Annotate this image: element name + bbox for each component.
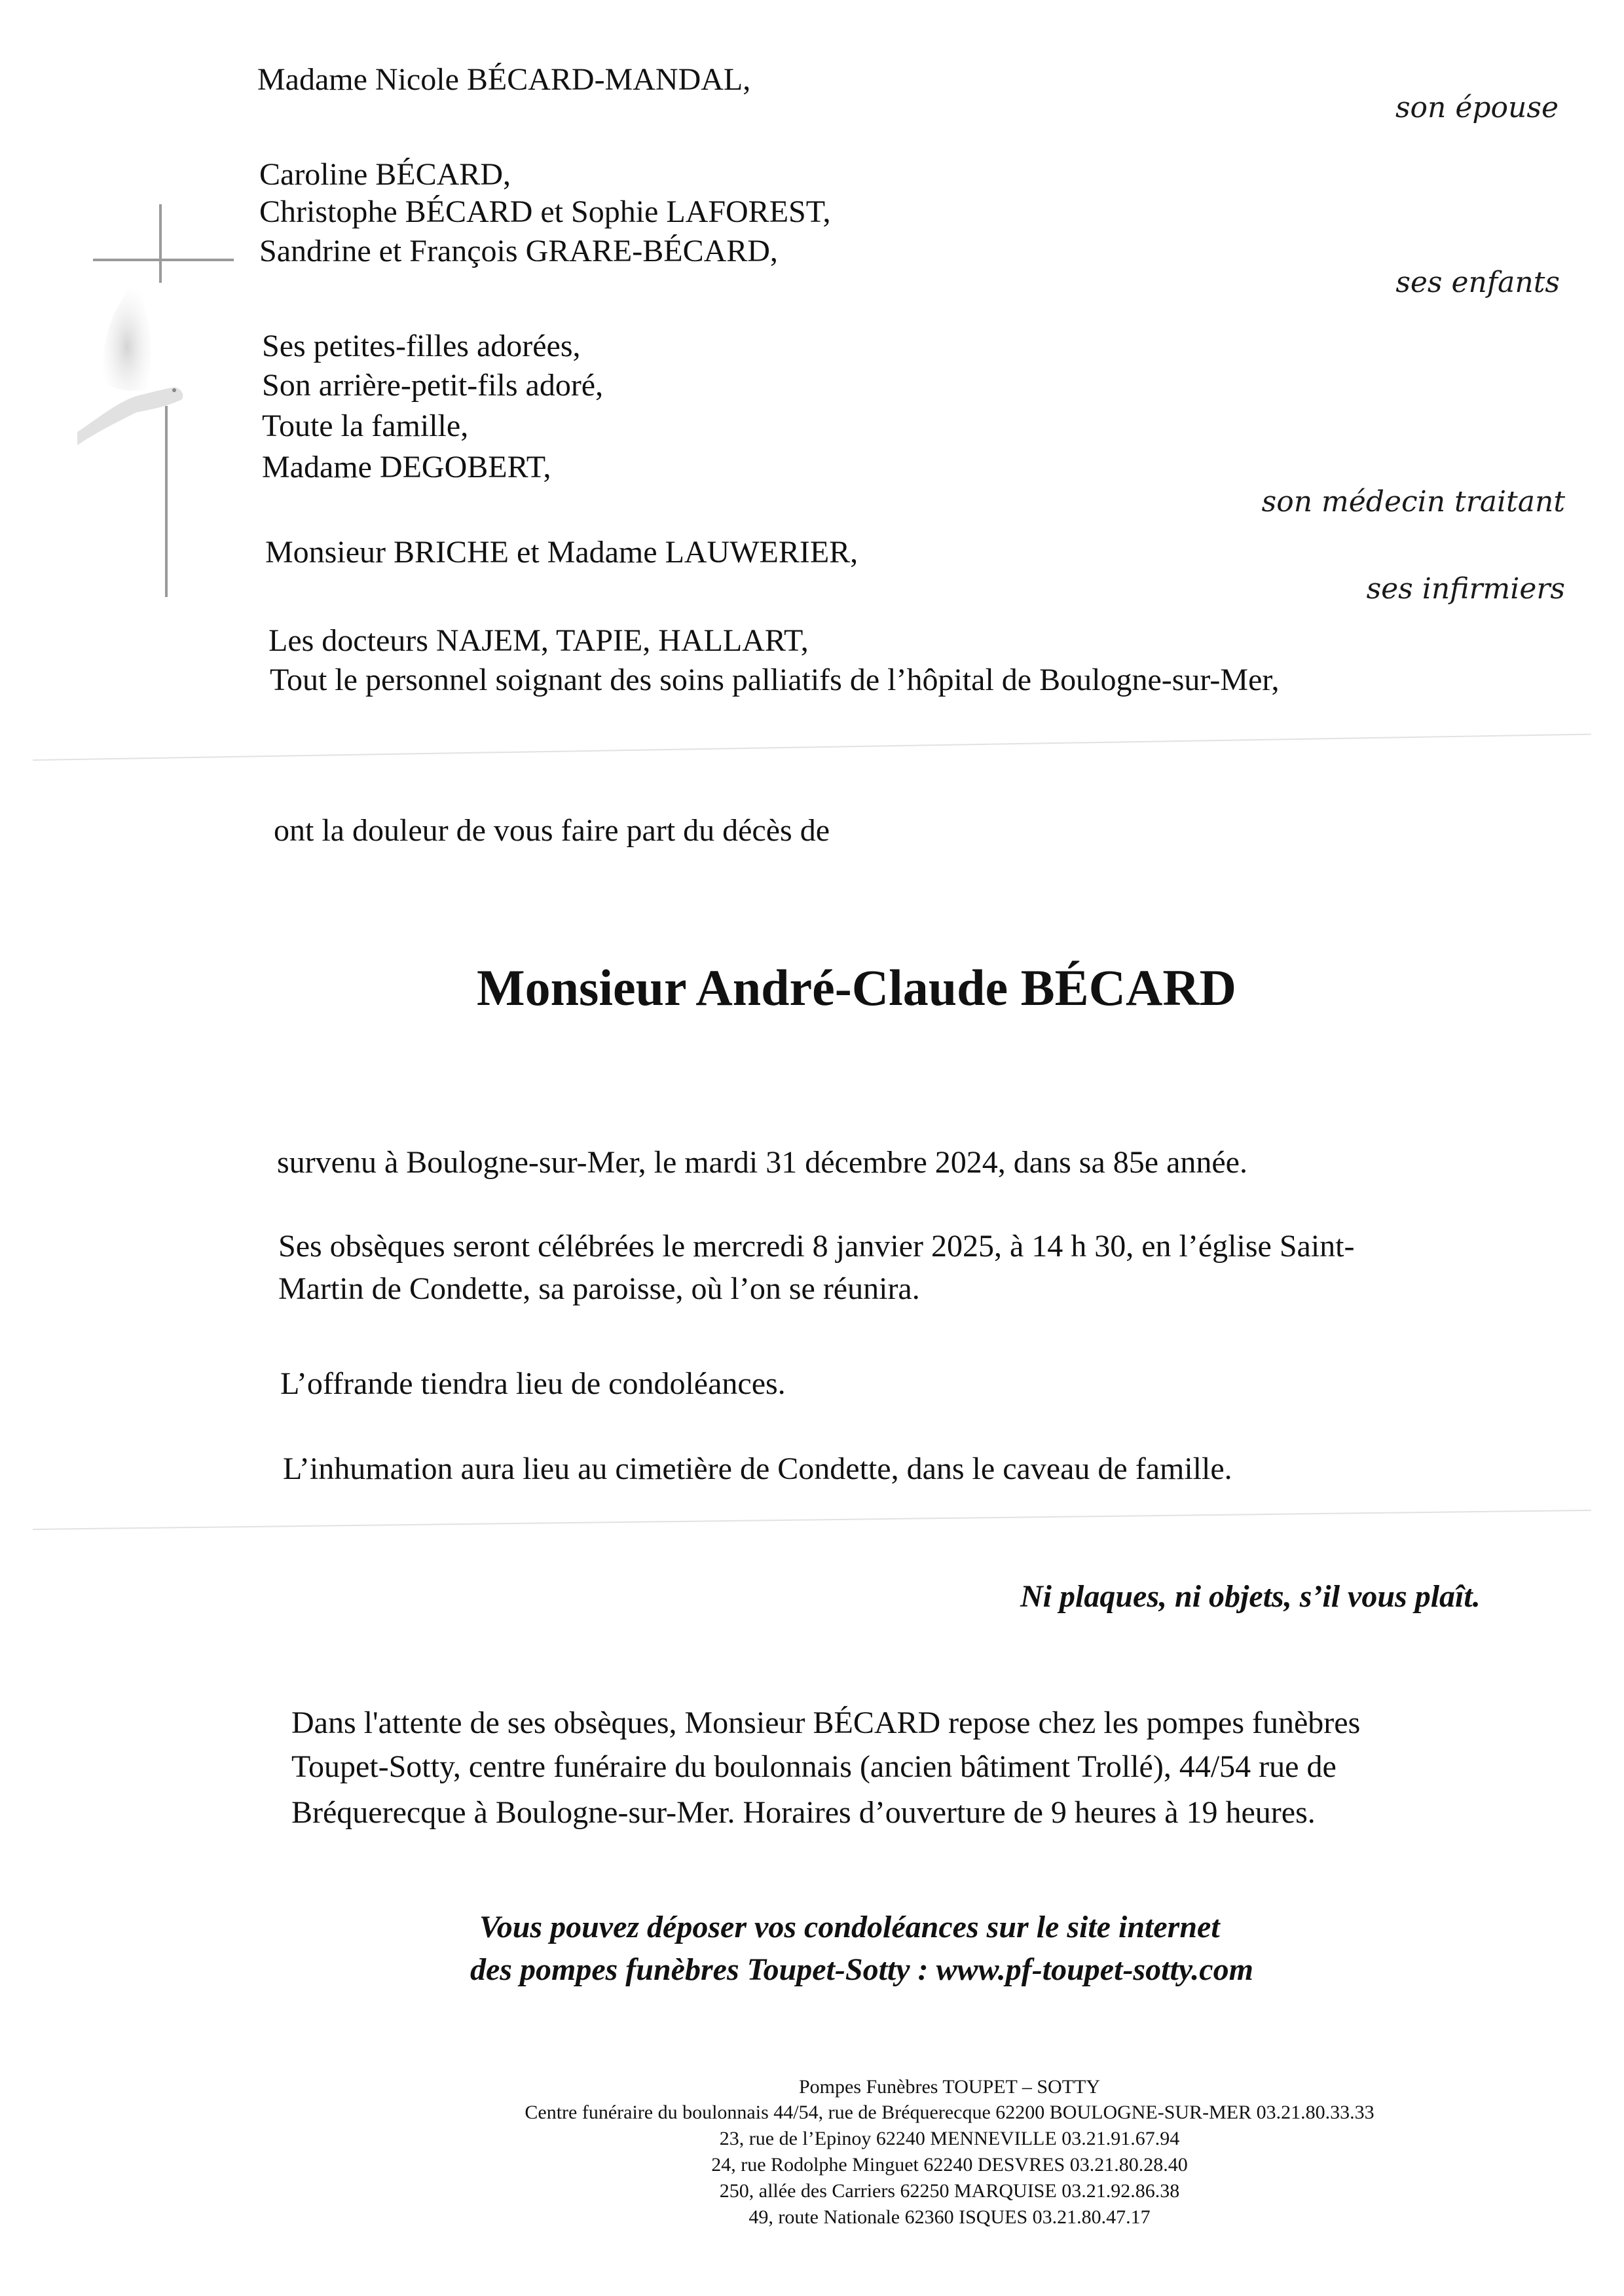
relation-doctor: son médecin traitant xyxy=(1261,485,1565,519)
footer-address: 250, allée des Carriers 62250 MARQUISE 03.21.92.86.38 xyxy=(719,2180,1180,2202)
relation-children: ses enfants xyxy=(1395,266,1560,299)
footer-address: 23, rue de l’Epinoy 62240 MENNEVILLE 03.21.91.67.94 xyxy=(719,2128,1180,2149)
announcement-intro: ont la douleur de vous faire part du décès de xyxy=(274,813,830,848)
repose-line1: Dans l'attente de ses obsèques, Monsieur BÉCARD repose chez les pompes funèbres xyxy=(291,1705,1361,1740)
family-spouse: Madame Nicole BÉCARD-MANDAL, xyxy=(257,62,751,97)
divider-top xyxy=(33,734,1591,761)
family-great-grandson: Son arrière-petit-fils adoré, xyxy=(262,368,604,403)
funeral-details-line1: Ses obsèques seront célébrées le mercredi 8 janvier 2025, à 14 h 30, en l’église Saint- xyxy=(278,1229,1355,1264)
footer-address: Centre funéraire du boulonnais 44/54, rue de Bréquerecque 62200 BOULOGNE-SUR-MER 03.21.80.33.33 xyxy=(525,2102,1375,2123)
family-child-2: Christophe BÉCARD et Sophie LAFOREST, xyxy=(259,194,831,229)
condolences-line1: Vous pouvez déposer vos condoléances sur le site internet xyxy=(479,1910,1220,1944)
offering-note: L’offrande tiendra lieu de condoléances. xyxy=(280,1366,786,1401)
family-child-1: Caroline BÉCARD, xyxy=(259,157,511,192)
family-doctor: Madame DEGOBERT, xyxy=(262,450,551,484)
condolences-line2: des pompes funèbres Toupet-Sotty : www.pf-toupet-sotty.com xyxy=(470,1952,1253,1987)
divider-middle xyxy=(33,1510,1591,1530)
dove-icon xyxy=(71,275,189,465)
footer-address: 49, route Nationale 62360 ISQUES 03.21.80.47.17 xyxy=(748,2206,1151,2228)
family-palliative-staff: Tout le personnel soignant des soins palliatifs de l’hôpital de Boulogne-sur-Mer, xyxy=(270,663,1280,697)
no-plaques-request: Ni plaques, ni objets, s’il vous plaît. xyxy=(1020,1579,1481,1614)
footer-address: 24, rue Rodolphe Minguet 62240 DESVRES 03.21.80.28.40 xyxy=(711,2154,1188,2176)
cross-upper-bar xyxy=(159,204,162,283)
relation-spouse: son épouse xyxy=(1395,91,1559,124)
family-nurses: Monsieur BRICHE et Madame LAUWERIER, xyxy=(265,535,858,570)
burial-details: L’inhumation aura lieu au cimetière de Condette, dans le caveau de famille. xyxy=(283,1451,1232,1486)
family-granddaughters: Ses petites-filles adorées, xyxy=(262,329,581,363)
family-doctors: Les docteurs NAJEM, TAPIE, HALLART, xyxy=(268,623,809,658)
repose-line3: Bréquerecque à Boulogne-sur-Mer. Horaires d’ouverture de 9 heures à 19 heures. xyxy=(291,1795,1316,1830)
footer-company: Pompes Funèbres TOUPET – SOTTY xyxy=(798,2076,1101,2098)
cross-arm xyxy=(93,259,234,261)
death-details: survenu à Boulogne-sur-Mer, le mardi 31 décembre 2024, dans sa 85e année. xyxy=(277,1145,1247,1180)
deceased-name: Monsieur André-Claude BÉCARD xyxy=(477,959,1236,1016)
relation-nurses: ses infirmiers xyxy=(1366,572,1565,606)
funeral-details-line2: Martin de Condette, sa paroisse, où l’on se réunira. xyxy=(278,1271,920,1306)
family-child-3: Sandrine et François GRARE-BÉCARD, xyxy=(259,234,778,268)
repose-line2: Toupet-Sotty, centre funéraire du boulonnais (ancien bâtiment Trollé), 44/54 rue de xyxy=(291,1749,1337,1784)
family-all: Toute la famille, xyxy=(262,409,469,443)
